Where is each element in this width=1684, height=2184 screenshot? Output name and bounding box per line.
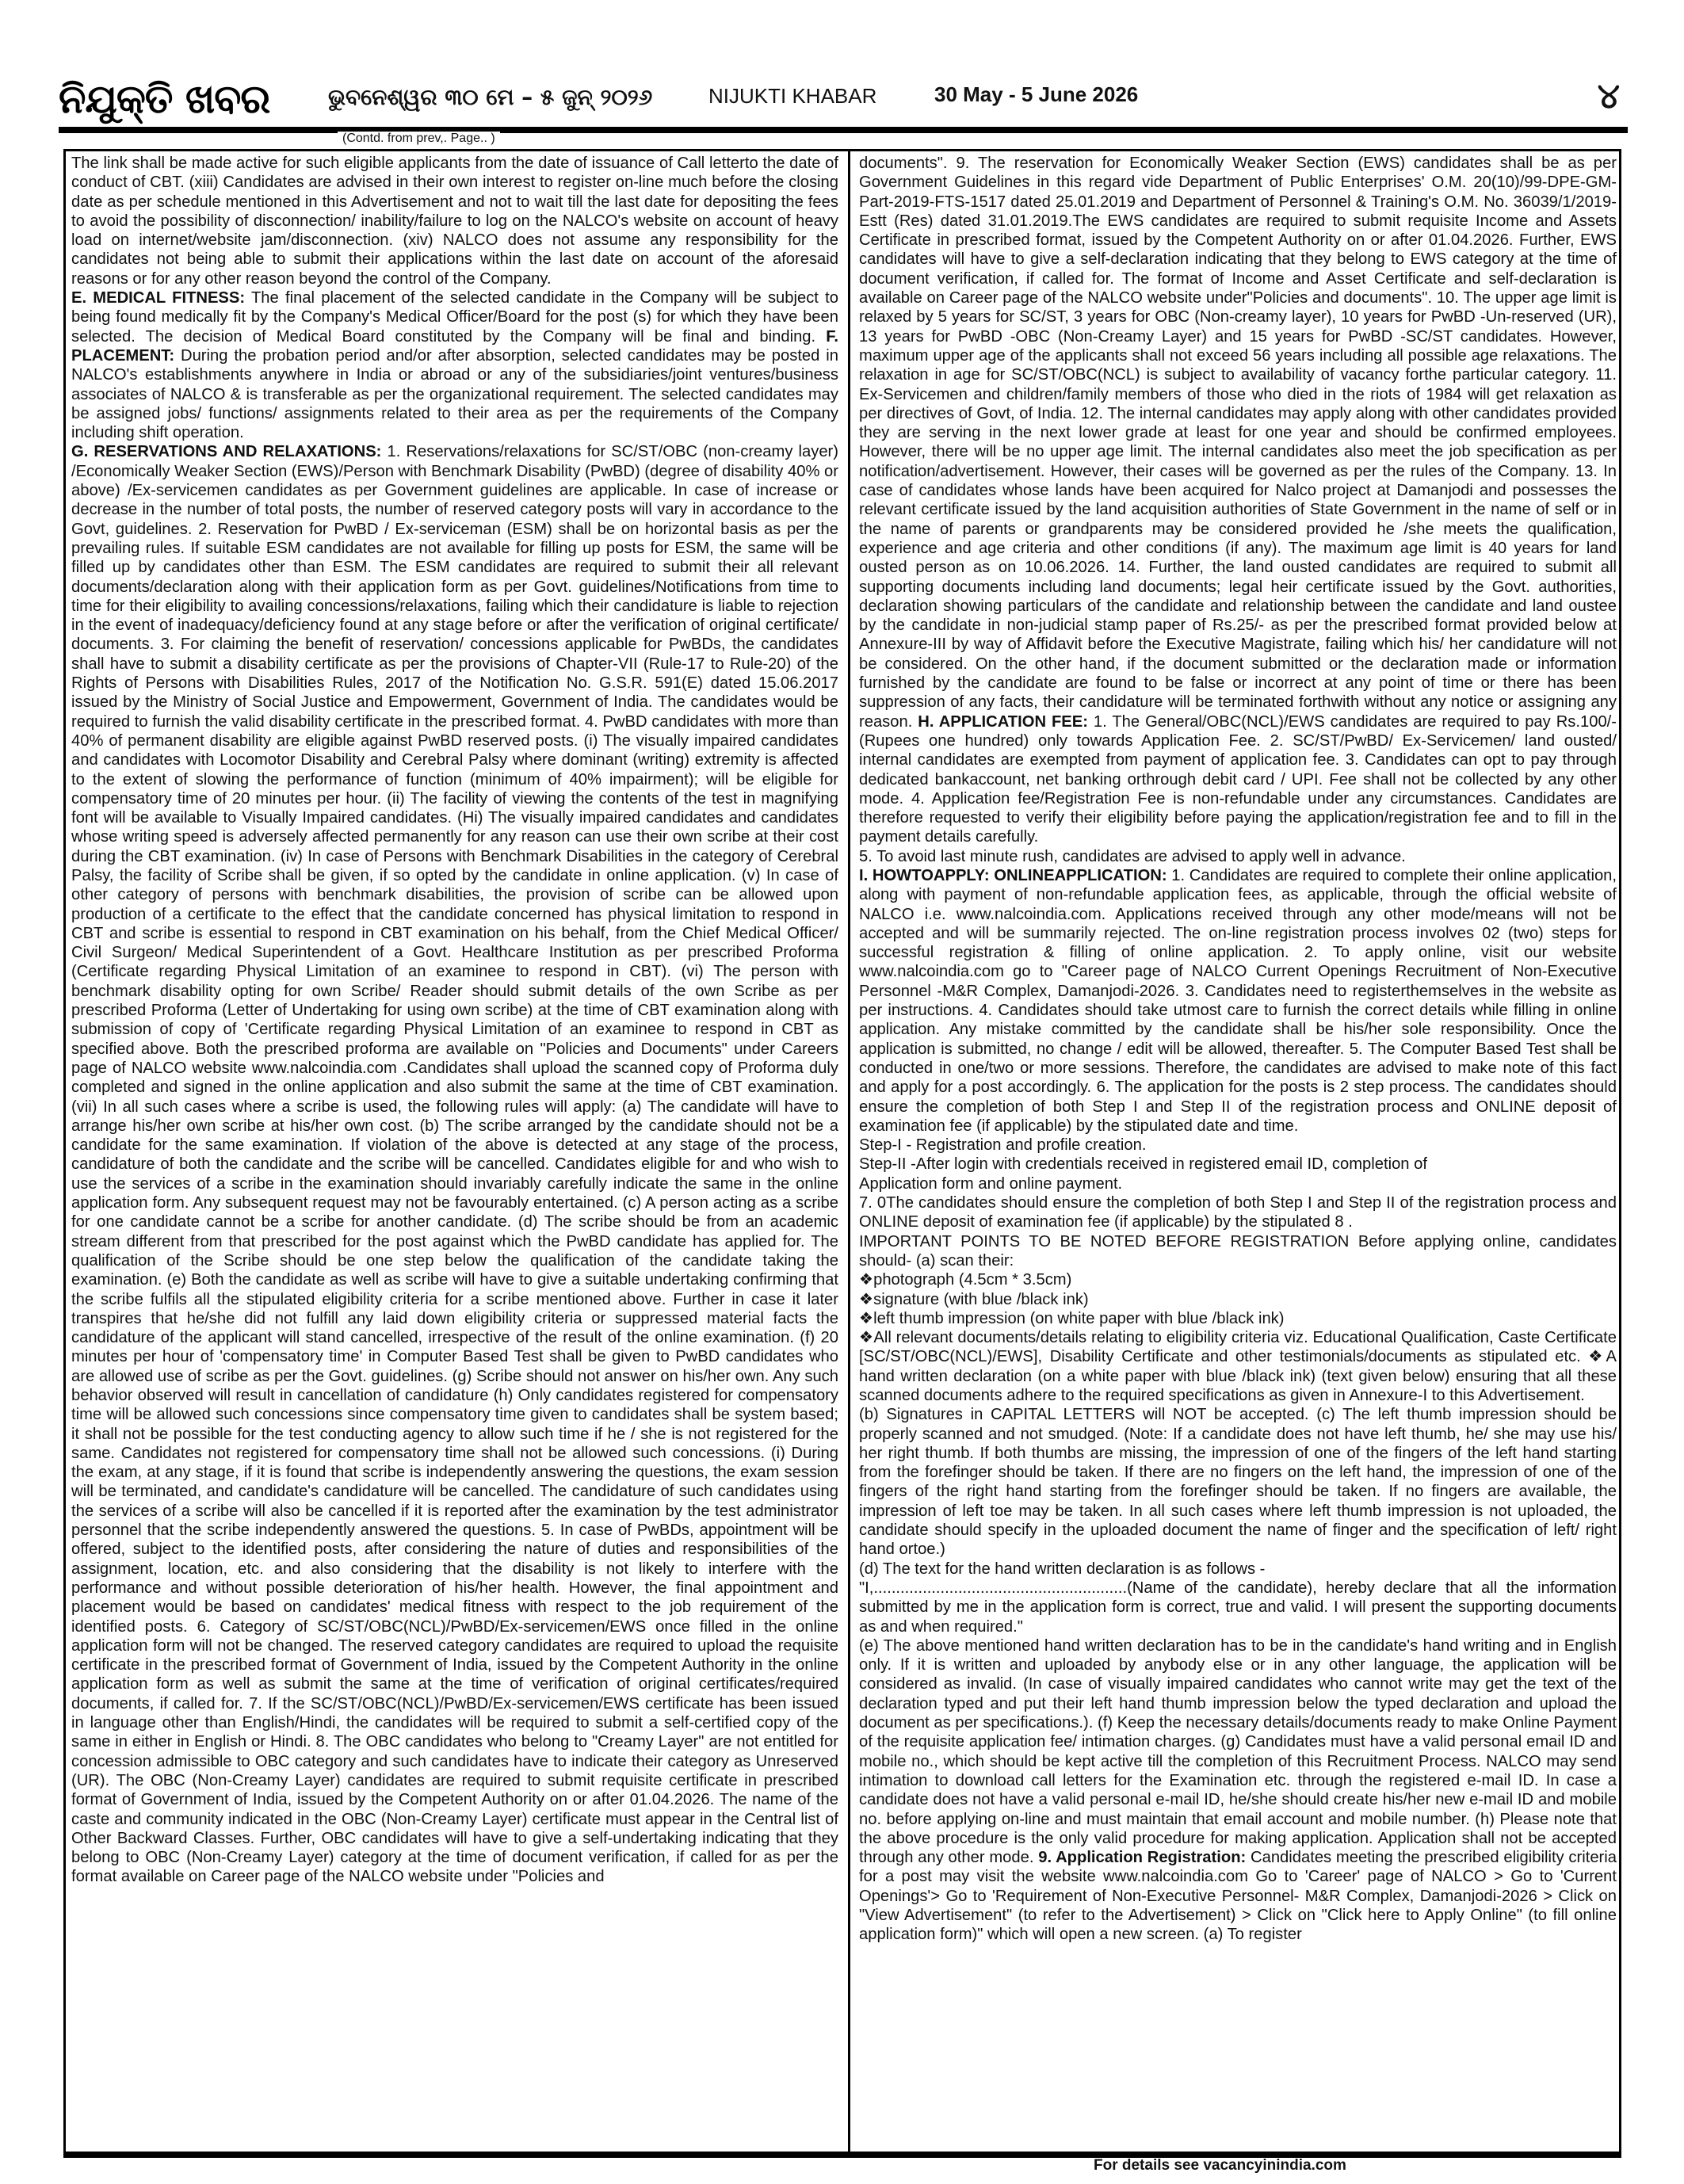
paragraph: Step-II -After login with credentials received in registered email ID, completion of	[859, 1155, 1427, 1174]
list-item: ❖left thumb impression (on white paper with blue /black ink)	[859, 1309, 1285, 1327]
footer-note: For details see vacancyinindia.com	[1094, 2157, 1346, 2174]
section-heading: G. RESERVATIONS AND RELAXATIONS:	[71, 443, 382, 461]
footer-rule	[63, 2154, 1621, 2158]
paragraph: "I,.........................................................(Name of the candidate), hereby declare that all the information submitted by me in the application form is correct, true and valid. I will present the supporting documents as and when required."	[859, 1579, 1617, 1636]
column-divider	[848, 149, 850, 2154]
paragraph: (e) The above mentioned hand written declaration has to be in the candidate's hand writing and in English only. If it is written and uploaded by anybody else or in any other language, the application will be considered as invalid. (In case of visually impaired candidates who cannot write may get the text of the declaration typed and put their left hand thumb impression below the typed declaration and upload the document as per specifications.). (f) Keep the necessary details/documents ready to make Online Payment of the requisite application fee/ intimation charges. (g) Candidates must have a valid personal email ID and mobile no., which should be kept active till the completion of this Recruitment Process. NALCO may send intimation to download call letters for the Examination etc. through the registered e-mail ID. In case a candidate does not have a valid personal e-mail ID, he/she should create his/her new e-mail ID and mobile no. before applying on-line and must maintain that email account and mobile number. (h) Please note that the above procedure is the only valid procedure for making application. Application shall not be accepted through any other mode. 9. Application Registration: Candidates meeting the prescribed eligibility criteria for a post may visit the website www.nalcoindia.com Go to 'Career' page of NALCO > Go to 'Current Openings'> Go to 'Requirement of Non-Executive Personnel- M&R Complex, Damanjodi-2026 > Click on "View Advertisement" (to refer to the Advertisement) > Click on "Click here to Apply Online" (to fill online application form)" which will open a new screen. (a) To register	[859, 1636, 1617, 1944]
header-rule	[59, 127, 1628, 133]
paragraph: E. MEDICAL FITNESS: The final placement of the selected candidate in the Company will be subject to being found medically fit by the Company's Medical Officer/Board for the post (s) for which they have been selected. The decision of Medical Board constituted by the Company will be final and binding. F. PLACEMENT: During the probation period and/or after absorption, selected candidates may be posted in NALCO's establishments anywhere in India or abroad or any of the subsidiaries/joint ventures/business associates of NALCO & is transferable as per the organizational requirement. The selected candidates may be assigned jobs/ functions/ assignments related to their area as per the requirements of the Company including shift operation.	[71, 289, 838, 442]
list-item: ❖All relevant documents/details relating to eligibility criteria viz. Educational Qualification, Caste Certificate [SC/ST/OBC(NCL)/EWS], Disability Certificate and other testimonials/documents as stipulated etc. ❖A hand written declaration (on a white paper with blue /black ink) (text given below) ensuring that all these scanned documents adhere to the required specifications as given in Annexure-I to this Advertisement.	[859, 1329, 1617, 1404]
section-heading: 9. Application Registration:	[1038, 1849, 1247, 1867]
continued-note: (Contd. from prev,. Page.. )	[338, 132, 500, 146]
paragraph: (b) Signatures in CAPITAL LETTERS will NOT be accepted. (c) The left thumb impression should be properly scanned and not smudged. (Note: If a candidate does not have left thumb, he/ she may use his/ her right thumb. If both thumbs are missing, the impression of one of the fingers of the left hand starting from the forefinger should be taken. If there are no fingers on the left hand, the impression of one of the fingers of the right hand starting from the forefinger should be taken. If no fingers are available, the impression of left toe may be taken. In all such cases where left thumb impression is not uploaded, the candidate should specify in the uploaded document the name of finger and the specification of left/ right hand ortoe.)	[859, 1406, 1617, 1559]
section-heading: E. MEDICAL FITNESS:	[71, 289, 246, 307]
list-item: ❖signature (with blue /black ink)	[859, 1290, 1089, 1308]
newspaper-logo: ନିଯୁକ୍ତି ଖବର	[59, 76, 270, 122]
paragraph: IMPORTANT POINTS TO BE NOTED BEFORE REGISTRATION Before applying online, candidates should- (a) scan their:	[859, 1232, 1617, 1270]
list-item: ❖photograph (4.5cm * 3.5cm)	[859, 1271, 1072, 1289]
page-number: ୪	[1597, 76, 1620, 116]
paragraph: Application form and online payment.	[859, 1174, 1123, 1193]
masthead	[59, 76, 1628, 132]
section-heading: F. PLACEMENT:	[71, 327, 838, 365]
paragraph: I. HOWTOAPPLY: ONLINEAPPLICATION: 1. Candidates are required to complete their online application, along with payment of non-refundable application fees, as applicable, through the official website of NALCO i.e. www.nalcoindia.com. Applications received through any other mode/means will not be accepted and will be summarily rejected. The on-line registration process involves 02 (two) steps for successful registration & filling of online application. 2. To apply online, visit our website www.nalcoindia.com go to "Career page of NALCO Current Openings Recruitment of Non-Executive Personnel -M&R Complex, Damanjodi-2026. 3. Candidates need to registerthemselves in the website as per instructions. 4. Candidates should take utmost care to furnish the correct details while filling in online application. Any mistake committed by the candidate shall be his/her sole responsibility. Once the application is submitted, no change / edit will be allowed, thereafter. 5. The Computer Based Test shall be conducted in one/two or more sessions. Therefore, the candidates are advised to make note of this fact and apply for a post accordingly. 6. The application for the posts is 2 step process. The candidates should ensure the completion of both Step I and Step II of the registration process and ONLINE deposit of examination fee (if applicable) by the stipulated date and time.	[859, 866, 1617, 1135]
paragraph: The link shall be made active for such eligible applicants from the date of issuance of Call letterto the date of conduct of CBT. (xiii) Candidates are advised in their own interest to register on-line much before the closing date as per schedule mentioned in this Advertisement and not to wait till the last date for depositing the fees to avoid the possibility of disconnection/ inability/failure to log on the NALCO's website on account of heavy load on internet/website jam/disconnection. (xiv) NALCO does not assume any responsibility for the candidates not being able to submit their applications within the last date on account of the aforesaid reasons or for any other reason beyond the control of the Company.	[71, 155, 838, 288]
paragraph: G. RESERVATIONS AND RELAXATIONS: 1. Reservations/relaxations for SC/ST/OBC (non-creamy layer) /Economically Weaker Section (EWS)/Person with Benchmark Disability (PwBD) (degree of disability 40% or above) /Ex-servicemen candidates as per Government guidelines are applicable. In case of increase or decrease in the number of total posts, the number of reserved category posts will vary in accordance to the Govt, guidelines. 2. Reservation for PwBD / Ex-serviceman (ESM) shall be on horizontal basis as per the prevailing rules. If suitable ESM candidates are not available for filling up posts for ESM, the same will be filled up by candidates other than ESM. The ESM candidates are required to submit their all relevant documents/declaration along with their application form as per Govt. guidelines/Notifications from time to time for their eligibility to availing concessions/relaxations, failing which their candidature is liable to rejection in the event of inadequacy/deficiency found at any stage before or after the verification of original certificate/ documents. 3. For claiming the benefit of reservation/ concessions applicable for PwBDs, the candidates shall have to submit a disability certificate as per the provisions of Chapter-VII (Rule-17 to Rule-20) of the Rights of Persons with Disabilities Rules, 2017 of the Notification No. G.S.R. 591(E) dated 15.06.2017 issued by the Ministry of Social Justice and Empowerment, Government of India. The candidates would be required to furnish the valid disability certificate in the prescribed format. 4. PwBD candidates with more than 40% of permanent disability are eligible against PwBD reserved posts. (i) The visually impaired candidates and candidates with Locomotor Disability and Cerebral Palsy where dominant (writing) extremity is affected to the extent of slowing the performance of function (minimum of 40% impairment); will be eligible for compensatory time of 20 minutes per hour. (ii) The facility of viewing the contents of the test in magnifying font will be available to Visually Impaired candidates. (Hi) The visually impaired candidates and candidates whose writing speed is adversely affected permanently for any reason can use their own scribe at their cost during the CBT examination. (iv) In case of Persons with Benchmark Disabilities in the category of Cerebral Palsy, the facility of Scribe shall be given, if so opted by the candidate in online application. (v) In case of other category of persons with benchmark disabilities, the provision of scribe can be allowed upon production of a certificate to the effect that the candidate concerned has physical limitation to respond in CBT and scribe is essential to respond in CBT examination on his behalf, from the Chief Medical Officer/ Civil Surgeon/ Medical Superintendent of a Govt. Healthcare Institution as per prescribed Proforma (Certificate regarding Physical Limitation of an examinee to respond in CBT). (vi) The person with benchmark disability opting for own Scribe/ Reader should submit details of the own Scribe as per prescribed Proforma (Letter of Undertaking for using own scribe) at the time of CBT examination along with submission of copy of 'Certificate regarding Physical Limitation of an examinee to respond in CBT as specified above. Both the prescribed proforma are available on "Policies and Documents" under Careers page of NALCO website www.nalcoindia.com .Candidates shall upload the scanned copy of Proforma duly completed and signed in the online application and also submit the same at the time of CBT examination. (vii) In all such cases where a scribe is used, the following rules will apply: (a) The candidate will have to arrange his/her own scribe at his/her own cost. (b) The scribe arranged by the candidate should not be a candidate for the same examination. If violation of the above is detected at any stage of the process, candidature of both the candidate and the scribe will be cancelled. Candidates eligible for and who wish to use the services of a scribe in the examination should invariably carefully indicate the same in the online application form. Any subsequent request may not be favourably entertained. (c) A person acting as a scribe for one candidate cannot be a scribe for another candidate. (d) The scribe should be from an academic stream different from that prescribed for the post against which the PwBD candidate has applied for. The qualification of the Scribe should be one step below the qualification of the candidate taking the examination. (e) Both the candidate as well as scribe will have to give a suitable undertaking confirming that the scribe fulfils all the stipulated eligibility criteria for a scribe mentioned above. Further in case it later transpires that he/she did not fulfill any laid down eligibility criteria or suppressed material facts the candidature of the applicant will stand cancelled, irrespective of the result of the online examination. (f) 20 minutes per hour of 'compensatory time' in Computer Based Test shall be given to PwBD candidates who are allowed use of scribe as per the Govt. guidelines. (g) Scribe should not answer on his/her own. Any such behavior observed will result in cancellation of candidature (h) Only candidates registered for compensatory time will be allowed such concessions since compensatory time given to candidates shall be system based; it shall not be possible for the test conducting agency to allow such time if he / she is not registered for the same. Candidates not registered for compensatory time shall not be allowed such concessions. (i) During the exam, at any stage, if it is found that scribe is independently answering the questions, the exam session will be terminated, and candidate's candidature will be cancelled. The candidature of such candidates using the services of a scribe will also be cancelled if it is reported after the examination by the test administrator personnel that the scribe independently answered the questions. 5. In case of PwBDs, appointment will be offered, subject to the identified posts, after considering the nature of duties and responsibilities of the assignment, location, etc. and also considering that the disability is not likely to interfere with the performance and without possible deterioration of his/her health. However, the final appointment and placement would be based on candidates' medical fitness with respect to the job requirement of the identified posts. 6. Category of SC/ST/OBC(NCL)/PwBD/Ex-servicemen/EWS once filled in the online application form will not be changed. The reserved category candidates are required to upload the requisite certificate in the prescribed format of Government of India, issued by the Competent Authority in the online application form as well as submit the same at the time of verification of original certificates/required documents, if called for. 7. If the SC/ST/OBC(NCL)/PwBD/Ex-servicemen/EWS certificate has been issued in language other than English/Hindi, the candidates will be required to submit a self-certified copy of the same in either in English or Hindi. 8. The OBC candidates who belong to "Creamy Layer" are not entitled for concession admissible to OBC category and such candidates have to indicate their category as Unreserved (UR). The OBC (Non-Creamy Layer) candidates are required to submit requisite certificate in prescribed format of Government of India, issued by the Competent Authority on or after 01.04.2026. The name of the caste and community indicated in the OBC (Non-Creamy Layer) certificate must appear in the Central list of Other Backward Classes. Further, OBC candidates will have to give a self-undertaking indicating that they belong to OBC (Non-Creamy Layer) category at the time of document verification, if called for as per the format available on Career page of the NALCO website under "Policies and	[71, 443, 838, 1886]
paragraph: 7. 0The candidates should ensure the completion of both Step I and Step II of the registration process and ONLINE deposit of examination fee (if applicable) by the stipulated 8 .	[859, 1194, 1617, 1231]
publication-name: NIJUKTI KHABAR	[708, 84, 877, 108]
paragraph: 5. To avoid last minute rush, candidates are advised to apply well in advance.	[859, 847, 1406, 865]
left-column	[71, 154, 838, 2151]
paragraph: (d) The text for the hand written declaration is as follows -	[859, 1560, 1266, 1578]
issue-date-english: 30 May - 5 June 2026	[934, 82, 1139, 106]
section-heading: I. HOWTOAPPLY: ONLINEAPPLICATION:	[859, 866, 1167, 884]
issue-date-odia: ଭୁବନେଶ୍ୱର ୩୦ ମେ – ୫ ଜୁନ୍ ୨୦୨୬	[328, 84, 653, 110]
right-column	[859, 154, 1617, 2151]
section-heading: H. APPLICATION FEE:	[918, 712, 1088, 731]
paragraph: Step-I - Registration and profile creation.	[859, 1136, 1147, 1155]
paragraph: documents". 9. The reservation for Economically Weaker Section (EWS) candidates shall be as per Government Guidelines in this regard vide Department of Public Enterprises' O.M. 20(10)/99-DPE-GM-Part-2019-FTS-1517 dated 25.01.2019 and Department of Personnel & Training's O.M. No. 36039/1/2019-Estt (Res) dated 31.01.2019.The EWS candidates are required to submit requisite Income and Assets Certificate in prescribed format, issued by the Competent Authority on or after 01.04.2026. Further, EWS candidates will have to give a self-declaration indicating that they belong to EWS category at the time of document verification, if called for. The format of Income and Asset Certificate and self-declaration is available on Career page of the NALCO website under"Policies and documents". 10. The upper age limit is relaxed by 5 years for SC/ST, 3 years for OBC (Non-creamy layer), 10 years for PwBD -Un-reserved (UR), 13 years for PwBD -OBC (Non-Creamy Layer) and 15 years for PwBD -SC/ST candidates. However, maximum upper age of the applicants shall not exceed 56 years including all possible age relaxations. The relaxation in age for SC/ST/OBC(NCL) is subject to availability of vacancy forthe particular category. 11. Ex-Servicemen and children/family members of those who died in the riots of 1984 will get relaxation as per directives of Govt, of India. 12. The internal candidates may apply along with other candidates provided they are serving in the next lower grade at least for one year and should be confirmed employees. However, there will be no upper age limit. The internal candidates also meet the job specification as per notification/advertisement. However, their cases will be governed as per the rules of the Company. 13. In case of candidates whose lands have been acquired for Nalco project at Damanjodi and possesses the relevant certificate issued by the land acquisition authorities of State Government in the name of self or in the name of parents or grandparents may be considered provided he /she meets the qualification, experience and age criteria and other conditions (if any). The maximum age limit is 40 years for land ousted person as on 10.06.2026. 14. Further, the land ousted candidates are required to submit all supporting documents including land documents; legal heir certificate issued by the Govt. authorities, declaration showing particulars of the candidate and relationship between the candidate and land oustee by the candidate in non-judicial stamp paper of Rs.25/- as per the prescribed format provided below at Annexure-III by way of Affidavit before the Executive Magistrate, failing which his/ her candidature will not be considered. On the other hand, if the document submitted or the declaration made or information furnished by the candidate are found to be false or incorrect at any point of time or there has been suppression of any facts, their candidature will be terminated forthwith without any notice or assigning any reason. H. APPLICATION FEE: 1. The General/OBC(NCL)/EWS candidates are required to pay Rs.100/- (Rupees one hundred) only towards Application Fee. 2. SC/ST/PwBD/ Ex-Servicemen/ land ousted/ internal candidates are exempted from payment of application fee. 3. Candidates can opt to pay through dedicated bankaccount, net banking orthrough debit card / UPI. Fee shall not be collected by any other mode. 4. Application fee/Registration Fee is non-refundable under any circumstances. Candidates are therefore requested to verify their eligibility before paying the application/registration fee and to fill in the payment details carefully.	[859, 155, 1617, 846]
